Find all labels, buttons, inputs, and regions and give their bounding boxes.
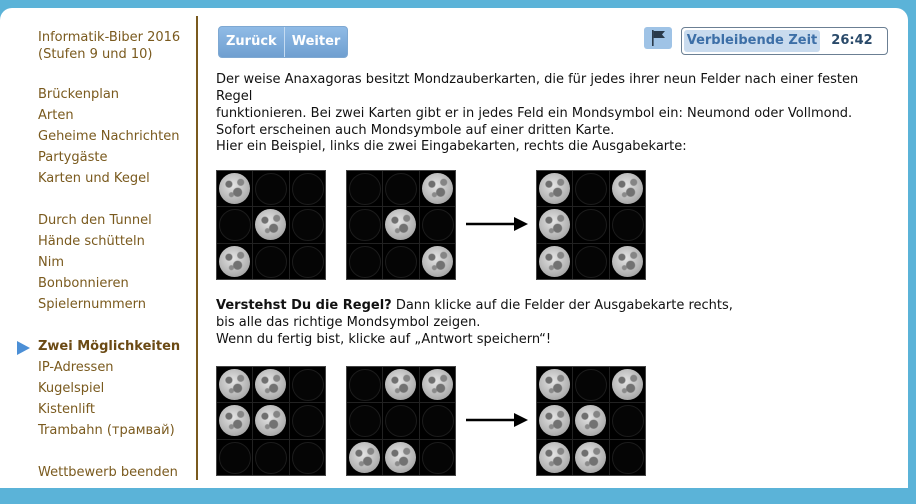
card-cell xyxy=(383,367,418,402)
full-moon-icon xyxy=(255,405,286,436)
card-cell[interactable] xyxy=(537,403,572,438)
new-moon-icon xyxy=(612,209,644,241)
card-cell xyxy=(383,244,418,279)
card-cell xyxy=(537,244,572,279)
card-cell xyxy=(383,403,418,438)
full-moon-icon xyxy=(612,369,643,400)
card-cell xyxy=(383,440,418,475)
card-cell xyxy=(290,207,325,242)
new-moon-icon xyxy=(292,246,324,278)
example-arrow-icon xyxy=(466,214,530,234)
card-cell xyxy=(420,244,455,279)
card-cell xyxy=(253,440,288,475)
card-cell xyxy=(217,244,252,279)
card-cell[interactable] xyxy=(610,440,645,475)
new-moon-icon xyxy=(349,369,381,401)
card-cell[interactable] xyxy=(573,403,608,438)
card-cell xyxy=(573,207,608,242)
new-moon-icon xyxy=(349,209,381,241)
flag-button[interactable] xyxy=(644,27,672,49)
card-cell xyxy=(537,207,572,242)
full-moon-icon xyxy=(539,246,570,277)
card-cell xyxy=(347,367,382,402)
new-moon-icon xyxy=(292,405,324,437)
new-moon-icon xyxy=(219,442,251,474)
question-rest: Dann klicke auf die Felder der Ausgabekarte rechts, xyxy=(391,298,733,313)
example-input-card-2 xyxy=(346,170,456,280)
card-cell xyxy=(347,207,382,242)
sidebar-item-kistenlift[interactable]: Kistenlift xyxy=(38,402,95,417)
new-moon-icon xyxy=(349,405,381,437)
full-moon-icon xyxy=(539,209,570,240)
card-cell xyxy=(253,403,288,438)
new-moon-icon xyxy=(575,209,607,241)
card-cell xyxy=(610,244,645,279)
full-moon-icon xyxy=(539,405,570,436)
contest-subtitle: (Stufen 9 und 10) xyxy=(38,47,153,62)
sidebar-item-nim[interactable]: Nim xyxy=(38,255,64,270)
card-cell xyxy=(253,244,288,279)
sidebar-group-4 xyxy=(38,462,188,483)
sidebar-divider xyxy=(196,16,198,480)
task-intro-line-3: Sofort erscheinen auch Mondsymbole auf einer dritten Karte. xyxy=(216,123,615,138)
task-input-card-1 xyxy=(216,366,326,476)
question-line-2: bis alle das richtige Mondsymbol zeigen. xyxy=(216,315,481,330)
active-item-arrow-icon xyxy=(17,341,30,355)
new-moon-icon xyxy=(612,405,644,437)
task-question xyxy=(216,297,733,348)
sidebar-item-arten[interactable]: Arten xyxy=(38,108,74,123)
card-cell xyxy=(383,171,418,206)
card-cell[interactable] xyxy=(537,440,572,475)
card-cell xyxy=(290,244,325,279)
card-cell xyxy=(347,244,382,279)
new-moon-icon xyxy=(255,173,287,205)
task-intro-line-1: Der weise Anaxagoras besitzt Mondzauberkarten, die für jedes ihrer neun Felder nach einer festen Regel xyxy=(216,72,859,104)
full-moon-icon xyxy=(255,209,286,240)
card-cell[interactable] xyxy=(573,367,608,402)
card-cell xyxy=(573,244,608,279)
full-moon-icon xyxy=(575,405,606,436)
sidebar-item-kugelspiel[interactable]: Kugelspiel xyxy=(38,381,105,396)
question-line-3: Wenn du fertig bist, klicke auf „Antwort speichern“! xyxy=(216,332,552,347)
new-moon-icon xyxy=(385,246,417,278)
card-cell xyxy=(290,171,325,206)
example-input-card-1 xyxy=(216,170,326,280)
flag-icon xyxy=(652,30,666,46)
full-moon-icon xyxy=(349,442,380,473)
card-cell xyxy=(253,207,288,242)
timer xyxy=(681,27,888,55)
full-moon-icon xyxy=(612,173,643,204)
sidebar-item-haende-schuetteln[interactable]: Hände schütteln xyxy=(38,234,145,249)
sidebar-item-brueckenplan[interactable]: Brückenplan xyxy=(38,87,120,102)
new-moon-icon xyxy=(292,209,324,241)
new-moon-icon xyxy=(219,209,251,241)
full-moon-icon xyxy=(385,209,416,240)
back-button[interactable]: Zurück xyxy=(226,34,277,49)
card-cell xyxy=(217,171,252,206)
new-moon-icon xyxy=(292,369,324,401)
full-moon-icon xyxy=(385,442,416,473)
next-button[interactable]: Weiter xyxy=(284,27,348,57)
full-moon-icon xyxy=(422,173,453,204)
full-moon-icon xyxy=(219,246,250,277)
task-output-card[interactable] xyxy=(536,366,646,476)
card-cell xyxy=(290,440,325,475)
card-cell xyxy=(217,207,252,242)
sidebar-group-2 xyxy=(38,210,188,315)
card-cell[interactable] xyxy=(610,403,645,438)
card-cell xyxy=(290,403,325,438)
sidebar-group-1 xyxy=(38,84,188,189)
sidebar-title xyxy=(38,29,188,63)
full-moon-icon xyxy=(539,369,570,400)
full-moon-icon xyxy=(219,369,250,400)
new-moon-icon xyxy=(422,209,454,241)
new-moon-icon xyxy=(255,442,287,474)
new-moon-icon xyxy=(255,246,287,278)
card-cell xyxy=(420,171,455,206)
card-cell[interactable] xyxy=(610,367,645,402)
card-cell xyxy=(610,171,645,206)
new-moon-icon xyxy=(385,173,417,205)
card-cell xyxy=(253,171,288,206)
full-moon-icon xyxy=(219,405,250,436)
contest-title: Informatik-Biber 2016 xyxy=(38,30,181,45)
new-moon-icon xyxy=(349,173,381,205)
full-moon-icon xyxy=(539,173,570,204)
nav-buttons xyxy=(218,26,348,58)
card-cell xyxy=(420,207,455,242)
sidebar xyxy=(38,29,188,504)
card-cell xyxy=(347,403,382,438)
timer-value: 26:42 xyxy=(831,33,873,48)
card-cell[interactable] xyxy=(573,440,608,475)
sidebar-item-durch-den-tunnel[interactable]: Durch den Tunnel xyxy=(38,213,152,228)
sidebar-item-ip-adressen[interactable]: IP-Adressen xyxy=(38,360,114,375)
new-moon-icon xyxy=(575,246,607,278)
new-moon-icon xyxy=(612,442,644,474)
new-moon-icon xyxy=(292,173,324,205)
full-moon-icon xyxy=(612,246,643,277)
card-cell xyxy=(420,440,455,475)
task-arrow-icon xyxy=(466,410,530,430)
sidebar-item-bonbonnieren[interactable]: Bonbonnieren xyxy=(38,276,129,291)
task-intro-line-2: funktionieren. Bei zwei Karten gibt er in jedes Feld ein Mondsymbol ein: Neumond oder Vollmond. xyxy=(216,106,853,121)
card-cell xyxy=(217,367,252,402)
card-cell xyxy=(420,367,455,402)
new-moon-icon xyxy=(575,369,607,401)
new-moon-icon xyxy=(292,442,324,474)
sidebar-item-zwei-moeglichkeiten[interactable]: Zwei Möglichkeiten xyxy=(38,339,181,354)
question-bold: Verstehst Du die Regel? xyxy=(216,298,392,313)
card-cell xyxy=(253,367,288,402)
sidebar-item-karten-und-kegel[interactable]: Karten und Kegel xyxy=(38,171,150,186)
card-cell xyxy=(290,367,325,402)
full-moon-icon xyxy=(255,369,286,400)
card-cell xyxy=(383,207,418,242)
new-moon-icon xyxy=(422,442,454,474)
card-cell xyxy=(420,403,455,438)
task-input-card-2 xyxy=(346,366,456,476)
full-moon-icon xyxy=(385,369,416,400)
new-moon-icon xyxy=(385,405,417,437)
timer-label: Verbleibende Zeit xyxy=(684,30,820,52)
full-moon-icon xyxy=(422,369,453,400)
sidebar-item-partygaeste[interactable]: Partygäste xyxy=(38,150,108,165)
sidebar-item-trambahn[interactable]: Trambahn (трамвай) xyxy=(38,423,175,438)
new-moon-icon xyxy=(575,173,607,205)
card-cell xyxy=(347,171,382,206)
card-cell xyxy=(573,171,608,206)
sidebar-item-wettbewerb-beenden[interactable]: Wettbewerb beenden xyxy=(38,465,178,480)
card-cell xyxy=(537,171,572,206)
new-moon-icon xyxy=(422,405,454,437)
full-moon-icon xyxy=(219,173,250,204)
new-moon-icon xyxy=(349,246,381,278)
full-moon-icon xyxy=(539,442,570,473)
card-cell xyxy=(610,207,645,242)
full-moon-icon xyxy=(575,442,606,473)
sidebar-item-geheime-nachrichten[interactable]: Geheime Nachrichten xyxy=(38,129,180,144)
full-moon-icon xyxy=(422,246,453,277)
card-cell xyxy=(217,403,252,438)
card-cell xyxy=(347,440,382,475)
example-output-card xyxy=(536,170,646,280)
sidebar-group-3 xyxy=(38,336,188,441)
card-cell[interactable] xyxy=(537,367,572,402)
example-intro: Hier ein Beispiel, links die zwei Eingabekarten, rechts die Ausgabekarte: xyxy=(216,139,687,154)
task-description xyxy=(216,71,896,139)
card-cell xyxy=(217,440,252,475)
sidebar-item-spielernummern[interactable]: Spielernummern xyxy=(38,297,146,312)
